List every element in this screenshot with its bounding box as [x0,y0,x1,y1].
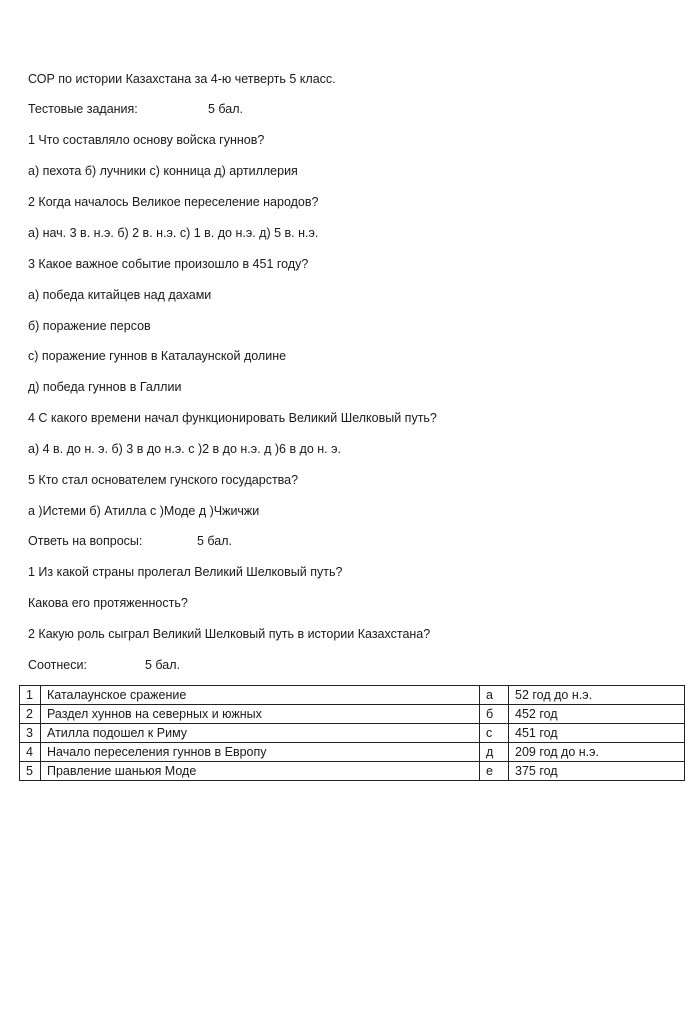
row-event: Правление шаньюя Моде [41,762,480,781]
table-row [20,724,685,743]
row-date: 451 год [509,724,685,743]
question-1-answers: а) пехота б) лучники с) конница д) артиллерия [28,164,298,178]
row-number: 2 [20,705,41,724]
match-section-label: Соотнеси: [28,658,87,672]
question-5-answers: а )Истеми б) Атилла с )Моде д )Чжичжи [28,504,260,518]
document-title: СОР по истории Казахстана за 4-ю четверть 5 класс. [28,72,336,86]
question-3-answer-a: а) победа китайцев над дахами [28,288,212,302]
open-section-points: 5 бал. [197,534,233,548]
row-number: 1 [20,686,41,705]
question-3-answer-b: б) поражение персов [28,319,151,333]
table-row [20,762,685,781]
row-date: 209 год до н.э. [509,743,685,762]
row-letter: а [480,686,509,705]
open-section-label: Ответь на вопросы: [28,534,143,548]
question-1: 1 Что составляло основу войска гуннов? [28,133,265,147]
row-event: Атилла подошел к Риму [41,724,480,743]
row-date: 375 год [509,762,685,781]
row-number: 5 [20,762,41,781]
row-letter: с [480,724,509,743]
table-row [20,743,685,762]
match-table [19,685,685,781]
open-question-1-followup: Какова его протяженность? [28,596,188,610]
question-3-answer-c: с) поражение гуннов в Каталаунской долине [28,349,287,363]
open-question-2: 2 Какую роль сыграл Великий Шелковый путь в истории Казахстана? [28,627,431,641]
row-event: Раздел хуннов на северных и южных [41,705,480,724]
row-date: 452 год [509,705,685,724]
question-2: 2 Когда началось Великое переселение народов? [28,195,319,209]
row-event: Каталаунское сражение [41,686,480,705]
question-2-answers: а) нач. 3 в. н.э. б) 2 в. н.э. с) 1 в. до н.э. д) 5 в. н.э. [28,226,319,240]
row-letter: е [480,762,509,781]
question-5: 5 Кто стал основателем гунского государства? [28,473,299,487]
table-row [20,686,685,705]
row-letter: д [480,743,509,762]
question-3-answer-d: д) победа гуннов в Галлии [28,380,182,394]
question-3: 3 Какое важное событие произошло в 451 году? [28,257,309,271]
row-number: 3 [20,724,41,743]
question-4-answers: а) 4 в. до н. э. б) 3 в до н.э. с )2 в до н.э. д )6 в до н. э. [28,442,341,456]
row-letter: б [480,705,509,724]
match-section-points: 5 бал. [145,658,181,672]
row-date: 52 год до н.э. [509,686,685,705]
table-row [20,705,685,724]
open-question-1: 1 Из какой страны пролегал Великий Шелковый путь? [28,565,343,579]
test-section-label: Тестовые задания: [28,102,138,116]
row-number: 4 [20,743,41,762]
question-4: 4 С какого времени начал функционировать Великий Шелковый путь? [28,411,437,425]
test-section-points: 5 бал. [208,102,244,116]
row-event: Начало переселения гуннов в Европу [41,743,480,762]
